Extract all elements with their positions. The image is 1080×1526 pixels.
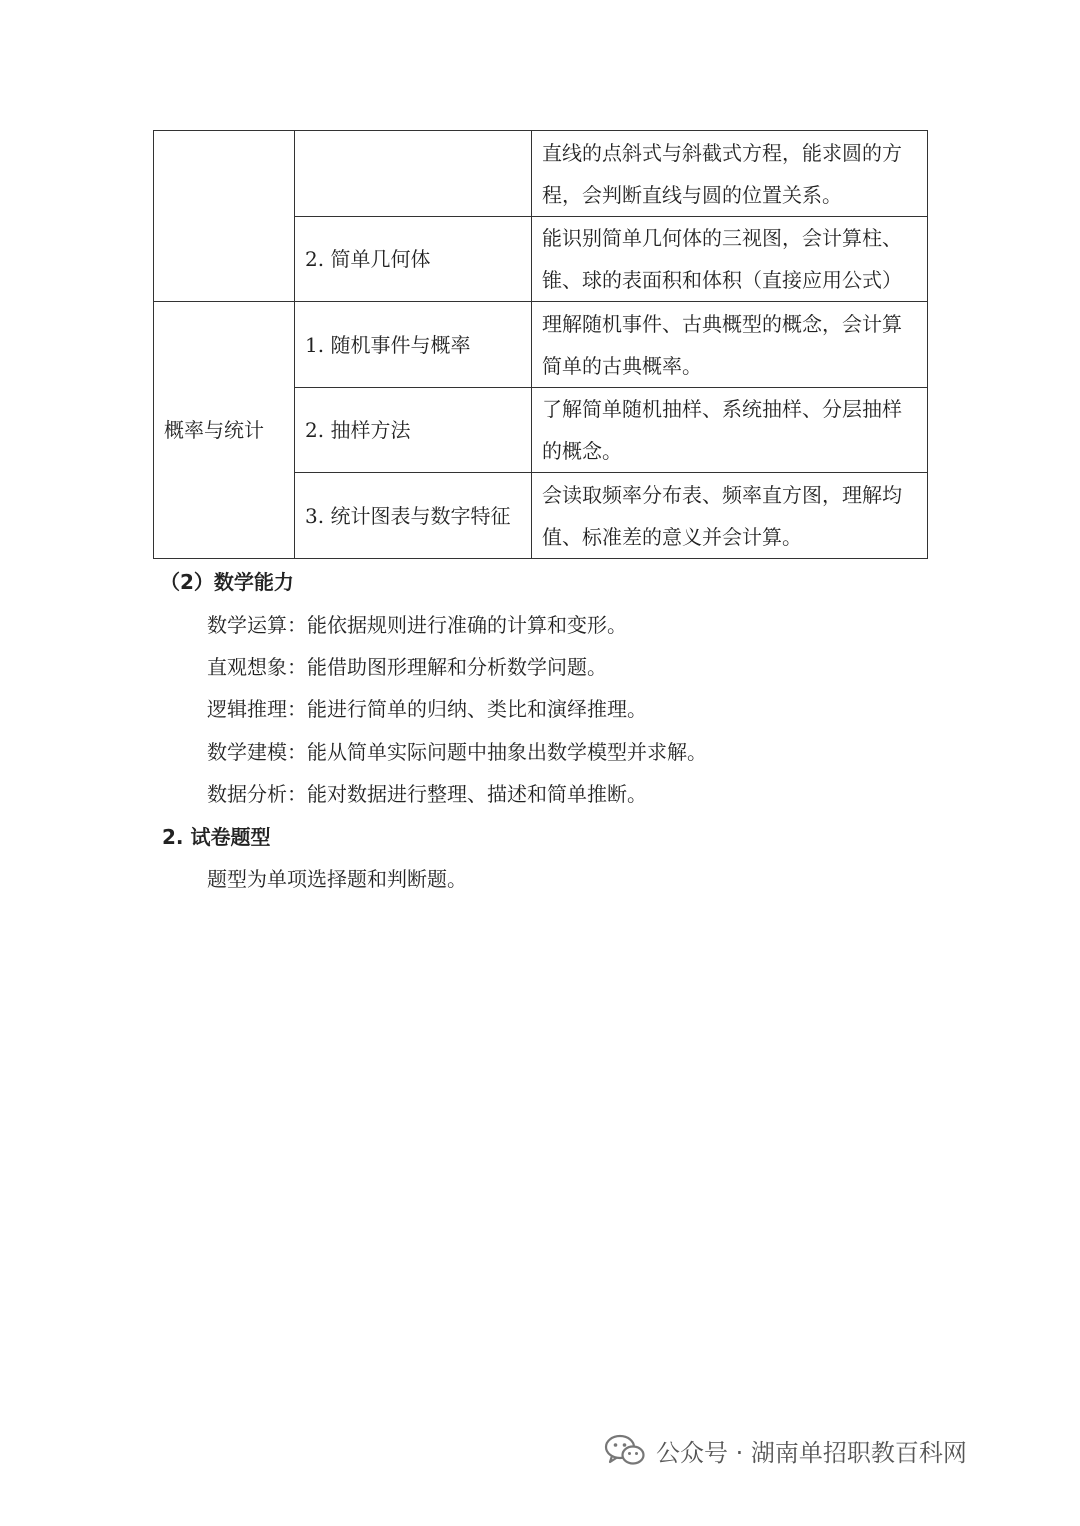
- table-cell-subtopic: 1. 随机事件与概率: [295, 302, 532, 388]
- ability-item: 数据分析：能对数据进行整理、描述和简单推断。: [207, 782, 647, 806]
- table-cell-requirement: 会读取频率分布表、频率直方图，理解均值、标准差的意义并会计算。: [532, 473, 928, 559]
- table-row: [154, 302, 928, 388]
- watermark-footer: [604, 1430, 967, 1470]
- table-cell-subtopic: 3. 统计图表与数字特征: [295, 473, 532, 559]
- paper-type-text: 题型为单项选择题和判断题。: [207, 867, 467, 891]
- ability-item: 数学运算：能依据规则进行准确的计算和变形。: [207, 613, 627, 637]
- table-cell-topic: [154, 131, 295, 302]
- ability-item: 逻辑推理：能进行简单的归纳、类比和演绎推理。: [207, 697, 647, 721]
- watermark-text: 公众号 · 湖南单招职教百科网: [656, 1438, 967, 1467]
- section-heading-ability: （2）数学能力: [160, 570, 294, 594]
- table-row: [154, 131, 928, 217]
- table-cell-subtopic: [295, 131, 532, 217]
- table-cell-topic: 概率与统计: [154, 302, 295, 559]
- table-cell-requirement: 了解简单随机抽样、系统抽样、分层抽样的概念。: [532, 388, 928, 473]
- wechat-icon: [604, 1433, 646, 1467]
- ability-item: 直观想象：能借助图形理解和分析数学问题。: [207, 655, 607, 679]
- syllabus-table: [153, 130, 928, 559]
- table-cell-requirement: 能识别简单几何体的三视图，会计算柱、锥、球的表面积和体积（直接应用公式）: [532, 217, 928, 302]
- table-cell-subtopic: 2. 简单几何体: [295, 217, 532, 302]
- ability-item: 数学建模：能从简单实际问题中抽象出数学模型并求解。: [207, 740, 707, 764]
- table-cell-subtopic: 2. 抽样方法: [295, 388, 532, 473]
- table-cell-requirement: 理解随机事件、古典概型的概念，会计算简单的古典概率。: [532, 302, 928, 388]
- section-heading-paper: 2. 试卷题型: [162, 825, 271, 849]
- table-cell-requirement: 直线的点斜式与斜截式方程，能求圆的方程，会判断直线与圆的位置关系。: [532, 131, 928, 217]
